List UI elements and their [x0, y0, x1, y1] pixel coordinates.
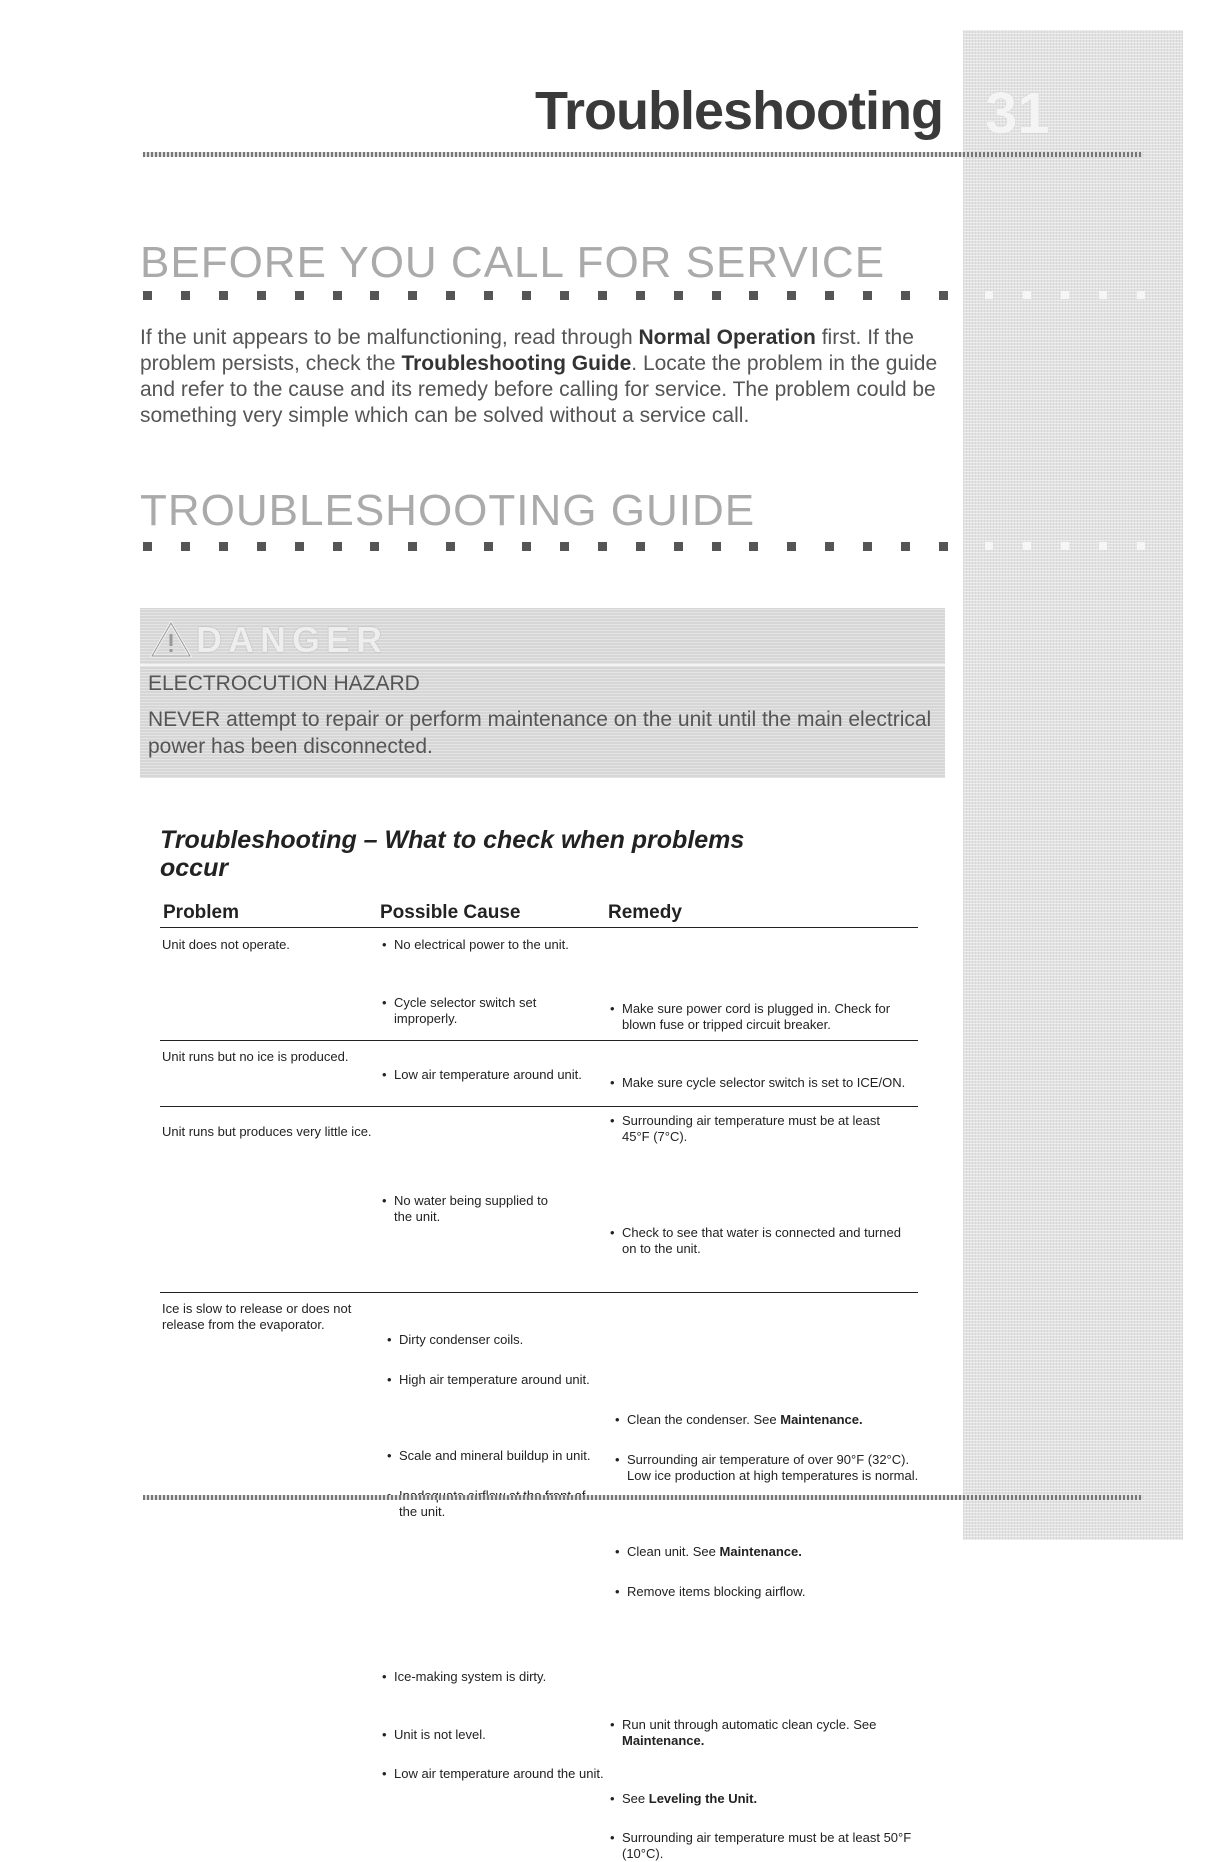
- divider-square: [749, 291, 758, 300]
- divider-square: [1099, 542, 1107, 550]
- divider-square: [219, 291, 228, 300]
- divider-square: [143, 291, 152, 300]
- side-margin-band: [963, 30, 1183, 1540]
- normal-operation-ref: Normal Operation: [638, 326, 816, 349]
- row1-cause-2: • Cycle selector switch set improperly.: [380, 995, 544, 1027]
- divider-square: [484, 542, 493, 551]
- row1-cause-1: • No electrical power to the unit.: [380, 937, 604, 953]
- row3-cause-3: • Scale and mineral buildup in unit.: [385, 1448, 609, 1464]
- divider-square: [560, 542, 569, 551]
- section-title-before-service: BEFORE YOU CALL FOR SERVICE: [140, 238, 886, 287]
- table-header-rule: [160, 927, 918, 928]
- row2-problem: Unit runs but no ice is produced.: [162, 1049, 349, 1064]
- divider-square: [985, 291, 993, 299]
- row4-remedy-2: • See Leveling the Unit.: [608, 1791, 922, 1807]
- row-divider: [160, 1292, 918, 1293]
- row3-remedy-3: • Clean unit. See Maintenance.: [613, 1544, 922, 1560]
- header-rule: [143, 152, 1143, 157]
- divider-square: [181, 291, 190, 300]
- row4-remedy-1: • Run unit through automatic clean cycle. See Maintenance.: [608, 1717, 902, 1749]
- header-problem: Problem: [163, 902, 240, 923]
- danger-text: NEVER attempt to repair or perform maintenance on the unit until the main electrical power has been disconnected.: [148, 708, 932, 758]
- divider-square: [1061, 291, 1069, 299]
- row1-remedy-3: • Surrounding air temperature must be at least 45°F (7°C).: [608, 1113, 892, 1145]
- section-divider-dots-margin: [985, 542, 1155, 550]
- divider-square: [1061, 542, 1069, 550]
- divider-square: [1023, 291, 1031, 299]
- divider-square: [257, 542, 266, 551]
- troubleshooting-guide-ref: Troubleshooting Guide: [401, 352, 632, 375]
- divider-square: [522, 291, 531, 300]
- divider-square: [522, 542, 531, 551]
- row4-problem: Ice is slow to release or does not release from the evaporator.: [162, 1301, 352, 1332]
- section-divider-dots: [143, 542, 943, 552]
- divider-square: [370, 542, 379, 551]
- row3-remedy-1: • Clean the condenser. See Maintenance.: [613, 1412, 922, 1428]
- divider-square: [674, 291, 683, 300]
- divider-square: [143, 542, 152, 551]
- row1-cause-3: • Low air temperature around unit.: [380, 1067, 604, 1083]
- section-divider-dots-margin: [985, 291, 1155, 299]
- row2-remedy-1: • Check to see that water is connected and turned on to the unit.: [608, 1225, 912, 1257]
- row4-remedy-3: • Surrounding air temperature must be at least 50°F (10°C).: [608, 1830, 922, 1862]
- row3-remedy-2: • Surrounding air temperature of over 90°F (32°C). Low ice production at high temperatures is normal.: [613, 1452, 922, 1484]
- row3-cause-2: • High air temperature around unit.: [385, 1372, 609, 1388]
- row3-cause-4: • the unit.: [385, 1488, 599, 1520]
- hazard-type: ELECTROCUTION HAZARD: [148, 672, 420, 695]
- divider-square: [333, 542, 342, 551]
- table-title: Troubleshooting – What to check when problems occur: [160, 826, 745, 882]
- intro-paragraph: If the unit appears to be malfunctioning, read through Normal Operation first. If the problem persists, check the Troubleshooting Guide. Locate the problem in the guide and refer to the cause and its remedy before calling for service. The problem could be something very simple which can be solved without a service call.: [140, 326, 938, 427]
- row1-problem: Unit does not operate.: [162, 937, 290, 952]
- divider-square: [939, 291, 948, 300]
- divider-square: [749, 542, 758, 551]
- divider-square: [1137, 542, 1145, 550]
- danger-divider: [140, 664, 945, 666]
- divider-square: [901, 542, 910, 551]
- divider-square: [825, 291, 834, 300]
- row3-problem: Unit runs but produces very little ice.: [162, 1124, 372, 1139]
- divider-square: [1137, 291, 1145, 299]
- divider-square: [295, 542, 304, 551]
- page-number: 31: [985, 81, 1050, 146]
- divider-square: [598, 542, 607, 551]
- divider-square: [901, 291, 910, 300]
- row1-remedy-1: • Make sure power cord is plugged in. Check for blown fuse or tripped circuit breaker.: [608, 1001, 912, 1033]
- divider-square: [257, 291, 266, 300]
- divider-square: [787, 291, 796, 300]
- divider-square: [370, 291, 379, 300]
- warning-triangle-icon: [150, 621, 192, 659]
- divider-square: [560, 291, 569, 300]
- section-divider-dots: [143, 291, 943, 301]
- row3-remedy-4: • Remove items blocking airflow.: [613, 1584, 922, 1600]
- divider-square: [333, 291, 342, 300]
- divider-square: [1023, 542, 1031, 550]
- divider-square: [985, 542, 993, 550]
- divider-square: [446, 542, 455, 551]
- header-possible-cause: Possible Cause: [380, 902, 521, 923]
- divider-square: [446, 291, 455, 300]
- divider-square: [939, 542, 948, 551]
- divider-square: [295, 291, 304, 300]
- row1-remedy-2: • Make sure cycle selector switch is set to ICE/ON.: [608, 1075, 922, 1091]
- section-title-troubleshooting-guide: TROUBLESHOOTING GUIDE: [140, 486, 756, 535]
- row-divider: [160, 1040, 918, 1041]
- divider-square: [598, 291, 607, 300]
- footer-rule: [143, 1495, 1143, 1500]
- row4-cause-1: • Ice-making system is dirty.: [380, 1669, 609, 1685]
- row2-cause-1: • No water being supplied to the unit.: [380, 1193, 564, 1225]
- row4-cause-3: • Low air temperature around the unit.: [380, 1766, 619, 1782]
- divider-square: [484, 291, 493, 300]
- danger-warning-box: [140, 608, 945, 778]
- divider-square: [863, 291, 872, 300]
- divider-square: [674, 542, 683, 551]
- divider-square: [787, 542, 796, 551]
- divider-square: [712, 542, 721, 551]
- divider-square: [1099, 291, 1107, 299]
- danger-header: [150, 620, 388, 660]
- divider-square: [712, 291, 721, 300]
- danger-label: DANGER: [196, 619, 389, 660]
- divider-square: [219, 542, 228, 551]
- row-divider: [160, 1106, 918, 1107]
- divider-square: [825, 542, 834, 551]
- row3-cause-1: • Dirty condenser coils.: [385, 1332, 609, 1348]
- divider-square: [181, 542, 190, 551]
- divider-square: [408, 291, 417, 300]
- divider-square: [408, 542, 417, 551]
- header-remedy: Remedy: [608, 902, 682, 923]
- page-title: Troubleshooting: [535, 81, 943, 141]
- divider-square: [636, 542, 645, 551]
- divider-square: [863, 542, 872, 551]
- row4-cause-2: • Unit is not level.: [380, 1727, 609, 1743]
- divider-square: [636, 291, 645, 300]
